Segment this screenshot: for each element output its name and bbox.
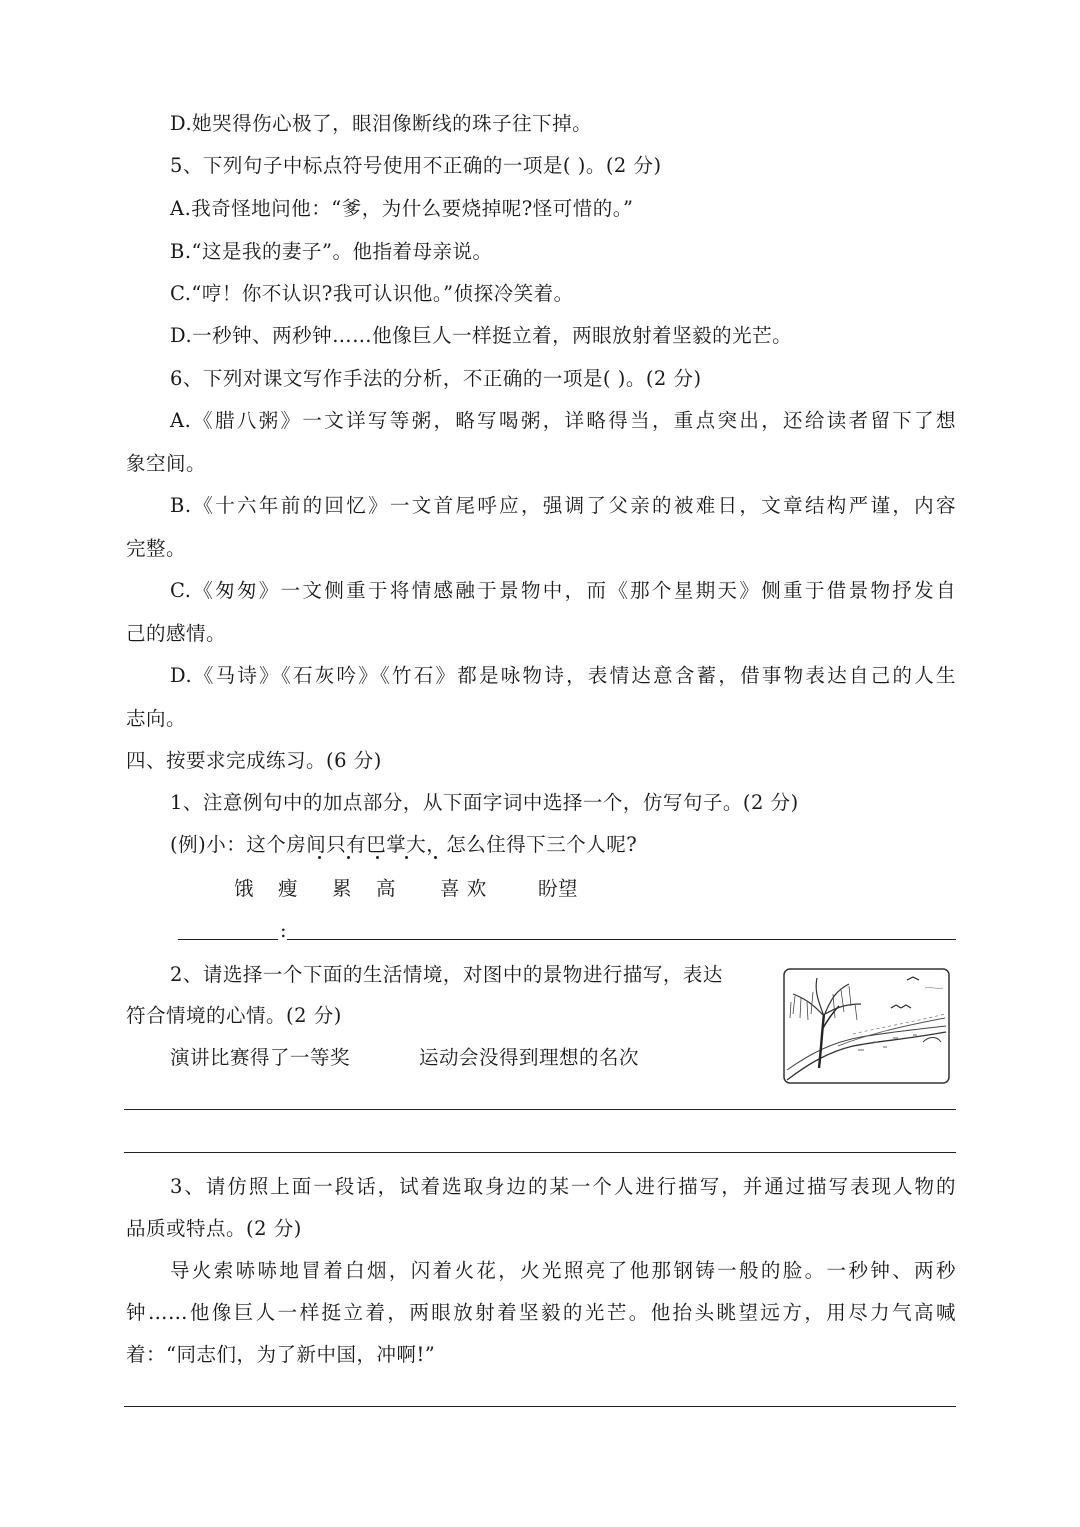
section4-title: 四、按要求完成练习。(6 分) [126, 749, 382, 772]
s4-q3-stem-line1: 3、请仿照上面一段话，试着选取身边的某一个人进行描写，并通过描写表现人物的 [170, 1175, 956, 1198]
answer-line-sentence[interactable] [287, 939, 956, 940]
s4-q2-stem-line2: 符合情境的心情。(2 分) [126, 1004, 342, 1027]
q6-option-a-line1: A.《腊八粥》一文详写等粥，略写喝粥，详略得当，重点突出，还给读者留下了想 [170, 409, 956, 432]
q6-option-b-line2: 完整。 [126, 537, 187, 560]
answer-line[interactable] [124, 1152, 956, 1153]
answer-colon: : [280, 919, 288, 942]
q6-option-a-line2: 象空间。 [126, 452, 207, 475]
s4-q1-example: (例)小：这个房间只有巴掌大，怎么住得下三个人呢? [170, 833, 638, 856]
model-passage-line2: 钟……他像巨人一样挺立着，两眼放射着坚毅的光芒。他抬头眺望远方，用尽力气高喊 [126, 1301, 956, 1324]
answer-blank-word[interactable] [178, 939, 278, 940]
word-option: 瘦 [278, 877, 299, 900]
model-passage-line1: 导火索哧哧地冒着白烟，闪着火花，火光照亮了他那钢铸一般的脸。一秒钟、两秒 [170, 1259, 956, 1282]
situation-option-2: 运动会没得到理想的名次 [419, 1046, 640, 1069]
q5-option-c: C.“哼！你不认识?我可认识他。”侦探冷笑着。 [170, 282, 574, 305]
q6-option-b-line1: B.《十六年前的回忆》一文首尾呼应，强调了父亲的被难日，文章结构严谨，内容 [170, 494, 956, 517]
situation-option-1: 演讲比赛得了一等奖 [170, 1046, 351, 1069]
emphasis-dot [405, 856, 408, 859]
q5-stem: 5、下列句子中标点符号使用不正确的一项是( )。(2 分) [170, 154, 662, 177]
q6-stem: 6、下列对课文写作手法的分析，不正确的一项是( )。(2 分) [170, 367, 702, 390]
q4-option-d: D.她哭得伤心极了，眼泪像断线的珠子往下掉。 [170, 112, 593, 135]
answer-line[interactable] [124, 1109, 956, 1110]
q6-option-c-line1: C.《匆匆》一文侧重于将情感融于景物中，而《那个星期天》侧重于借景物抒发自 [170, 579, 956, 602]
emphasis-dot [318, 856, 321, 859]
emphasis-dot [347, 856, 350, 859]
word-option: 累 [332, 877, 353, 900]
q6-option-c-line2: 己的感情。 [126, 622, 227, 645]
answer-line[interactable] [124, 1406, 956, 1407]
q6-option-d-line1: D.《马诗》《石灰吟》《竹石》都是咏物诗，表情达意含蓄，借事物表达自己的人生 [170, 664, 956, 687]
s4-q3-stem-line2: 品质或特点。(2 分) [126, 1217, 302, 1240]
word-option: 饿 [234, 877, 255, 900]
s4-q2-stem-line1: 2、请选择一个下面的生活情境，对图中的景物进行描写，表达 [170, 963, 723, 986]
emphasis-dot [434, 856, 437, 859]
s4-q1-stem: 1、注意例句中的加点部分，从下面字词中选择一个，仿写句子。(2 分) [170, 791, 799, 814]
q6-option-d-line2: 志向。 [126, 707, 187, 730]
word-option: 盼望 [538, 877, 579, 900]
emphasis-dot [376, 856, 379, 859]
landscape-illustration [783, 968, 950, 1084]
word-option: 高 [376, 877, 397, 900]
q5-option-a: A.我奇怪地问他：“爹，为什么要烧掉呢?怪可惜的。” [170, 197, 634, 220]
word-option: 喜 欢 [440, 877, 487, 900]
q5-option-d: D.一秒钟、两秒钟……他像巨人一样挺立着，两眼放射着坚毅的光芒。 [170, 324, 793, 347]
q5-option-b: B.“这是我的妻子”。他指着母亲说。 [170, 240, 493, 263]
model-passage-line3: 着：“同志们，为了新中国，冲啊!” [126, 1343, 436, 1366]
